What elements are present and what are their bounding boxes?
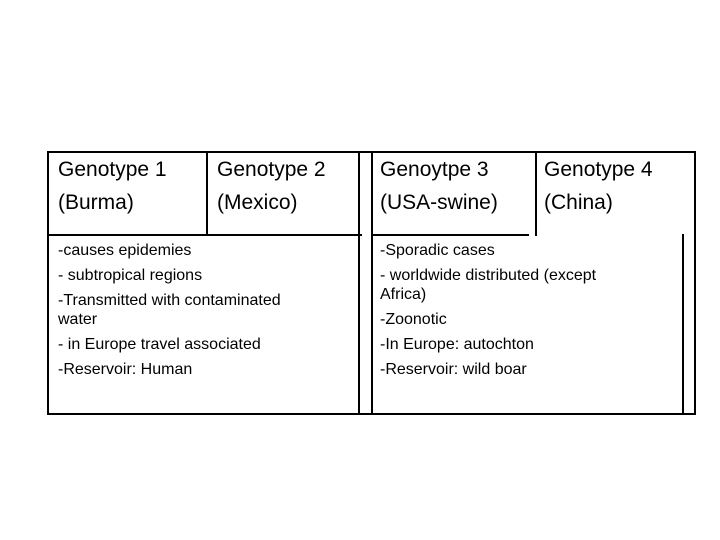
right-line-2: - worldwide distributed (except Africa) [380,267,597,303]
header-divider-right [371,234,529,236]
right-line-1: -Sporadic cases [380,242,495,259]
header-genotype-4: Genotype 4 (China) [544,158,653,214]
header-genotype-3: Genoytpe 3 (USA-swine) [380,158,498,214]
right-description [380,241,640,379]
middle-divider-a [358,153,360,415]
left-line-2: - subtropical regions [58,267,203,284]
header-genotype-1: Genotype 1 (Burma) [58,158,167,214]
right-line-4: -In Europe: autochton [380,336,534,353]
left-description [58,241,328,379]
header-genotype-2: Genotype 2 (Mexico) [217,158,326,214]
left-line-3: -Transmitted with contaminated water [58,292,281,328]
right-line-5: -Reservoir: wild boar [380,361,527,378]
left-line-1: -causes epidemies [58,242,192,259]
genotype-table [47,151,696,415]
right-inner-divider [682,234,684,415]
left-line-5: -Reservoir: Human [58,361,193,378]
right-line-3: -Zoonotic [380,311,447,328]
left-line-4: - in Europe travel associated [58,336,261,353]
middle-divider-b [371,153,373,415]
col-divider-1 [206,153,208,236]
col-divider-3 [535,153,537,236]
